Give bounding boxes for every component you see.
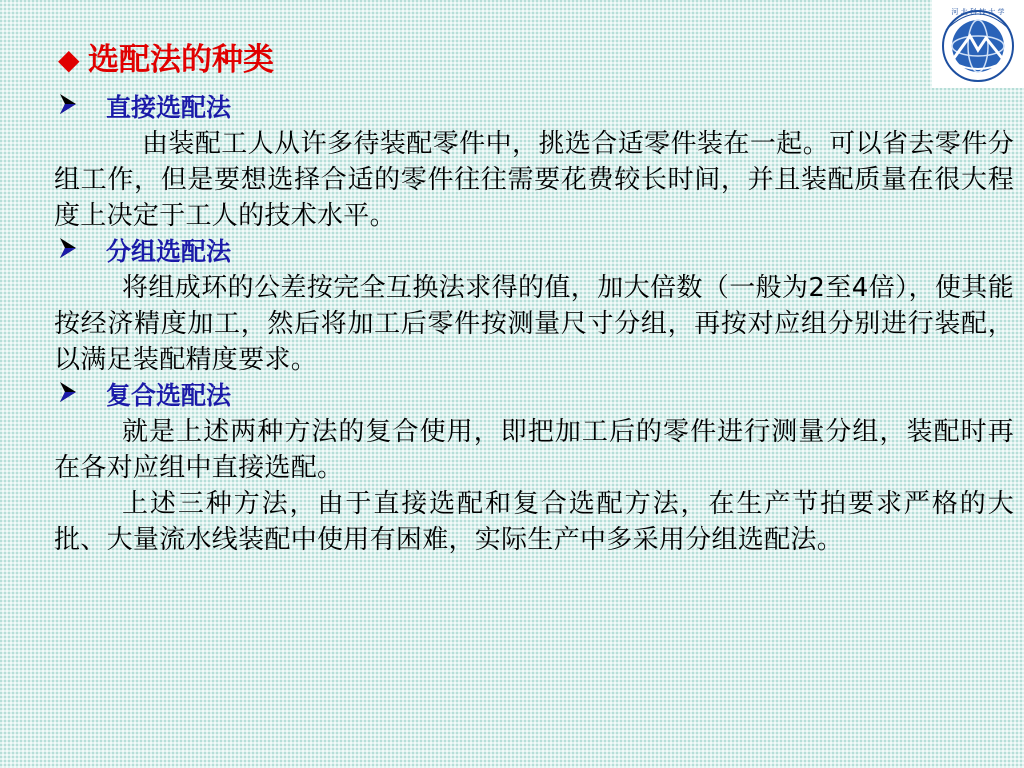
section-heading-text: 分组选配法 <box>106 237 232 266</box>
conclusion-paragraph: 上述三种方法，由于直接选配和复合选配方法，在生产节拍要求严格的大批、大量流水线装配中使用有困难，实际生产中多采用分组选配法。 <box>54 489 1014 555</box>
section-body-compound: 就是上述两种方法的复合使用，即把加工后的零件进行测量分组，装配时再在各对应组中直接选配。 <box>54 417 1014 483</box>
arrow-bullet-icon <box>56 234 84 270</box>
slide-title-text: 选配法的种类 <box>88 42 274 78</box>
slide-title <box>58 38 274 82</box>
university-logo <box>932 0 1024 88</box>
arrow-bullet-icon <box>56 90 84 126</box>
logo-emblem-icon <box>932 0 1024 88</box>
slide-content <box>54 90 1014 558</box>
section-body-direct: 由装配工人从许多待装配零件中，挑选合适零件装在一起。可以省去零件分组工作，但是要想选择合适的零件往往需要花费较长时间，并且装配质量在很大程度上决定于工人的技术水平。 <box>54 129 1014 231</box>
section-heading-grouped <box>54 234 1014 270</box>
arrow-bullet-icon <box>56 378 84 414</box>
section-heading-text: 复合选配法 <box>106 381 232 410</box>
logo-top-text: 河 北 科 技 大 学 <box>951 8 1005 16</box>
section-heading-compound <box>54 378 1014 414</box>
section-heading-text: 直接选配法 <box>106 93 232 122</box>
section-heading-direct <box>54 90 1014 126</box>
diamond-icon: ◆ <box>58 43 80 76</box>
section-body-grouped: 将组成环的公差按完全互换法求得的值，加大倍数（一般为2至4倍），使其能按经济精度加工，然后将加工后零件按测量尺寸分组，再按对应组分别进行装配，以满足装配精度要求。 <box>54 273 1014 375</box>
